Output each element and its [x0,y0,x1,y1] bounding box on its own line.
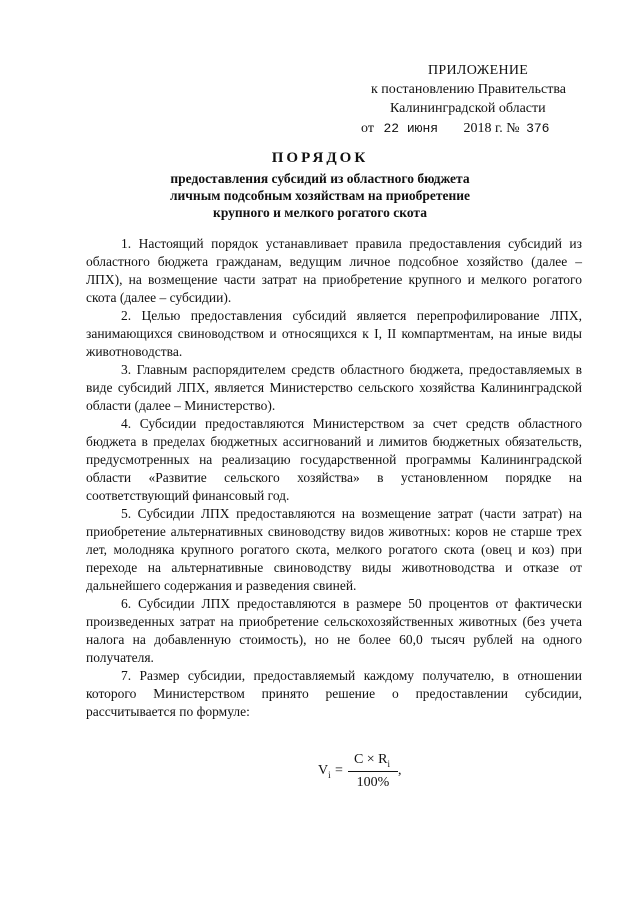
document-subtitle-line-2: личным подсобным хозяйствам на приобретение [169,188,471,203]
document-subtitle-line-3: крупного и мелкого рогатого скота [213,205,427,220]
appendix-title: ПРИЛОЖЕНИЕ [428,63,529,78]
paragraph-5: 5. Субсидии ЛПХ предоставляются на возмещение затрат (части затрат) на приобретение альтернативных свиноводству видов животных: коров не старше трех лет, молодняка крупного рогатого скота, мелкого рогатого скота (овец и коз) при переходе на альтернативные свиноводству виды животноводства и отказе от дальнейшего содержания и разведения свиней. [86,506,582,593]
subsidy-formula [318,752,438,796]
paragraph-4: 4. Субсидии предоставляются Министерством за счет средств областного бюджета в пределах бюджетных ассигнований и лимитов бюджетных обязательств, предусмотренных на реализацию государственной программы Калининградской области «Развитие сельского хозяйства» в установленном порядке на соответствующий финансовый год. [86,416,582,503]
formula-equals: = [335,763,343,778]
date-year: 2018 г. № [463,121,520,136]
date-day-month: 22 июня [383,121,439,136]
appendix-date-line [361,120,549,138]
paragraph-3: 3. Главным распорядителем средств областного бюджета, предоставляемых в виде субсидий ЛПХ, является Министерство сельского хозяйства Калининградской области (далее – Министерство). [86,362,582,413]
paragraph-2: 2. Целью предоставления субсидий является перепрофилирование ЛПХ, занимающихся свиноводством и относящихся к I, II компартментам, на иные виды животноводства. [86,308,582,359]
document-title: ПОРЯДОК [271,150,369,166]
paragraph-1: 1. Настоящий порядок устанавливает правила предоставления субсидий из областного бюджета гражданам, ведущим личное подсобное хозяйство (далее – ЛПХ), на возмещение части затрат на приобретение крупного и мелкого рогатого скота (далее – субсидии). [86,236,582,305]
formula-denominator: 100% [356,775,390,790]
formula-comma: , [398,763,402,778]
formula-fraction-bar [348,771,398,772]
paragraph-6: 6. Субсидии ЛПХ предоставляются в размере 50 процентов от фактически произведенных затрат на приобретение сельскохозяйственных животных (без учета налога на добавленную стоимость), но не более 60,0 тысяч рублей на одного получателя. [86,596,582,665]
document-subtitle-line-1: предоставления субсидий из областного бюджета [170,171,470,186]
appendix-line-2: Калининградской области [390,101,546,116]
formula-lhs: $V_i$ [318,763,331,780]
document-body [86,235,582,721]
paragraph-7: 7. Размер субсидии, предоставляемый каждому получателю, в отношении которого Министерством принято решение о предоставлении субсидии, рассчитывается по формуле: [86,668,582,719]
document-number: 376 [526,121,550,136]
formula-numerator: $C \times R_i$ [353,752,391,769]
appendix-line-1: к постановлению Правительства [371,82,567,97]
date-prefix: от [361,121,374,136]
